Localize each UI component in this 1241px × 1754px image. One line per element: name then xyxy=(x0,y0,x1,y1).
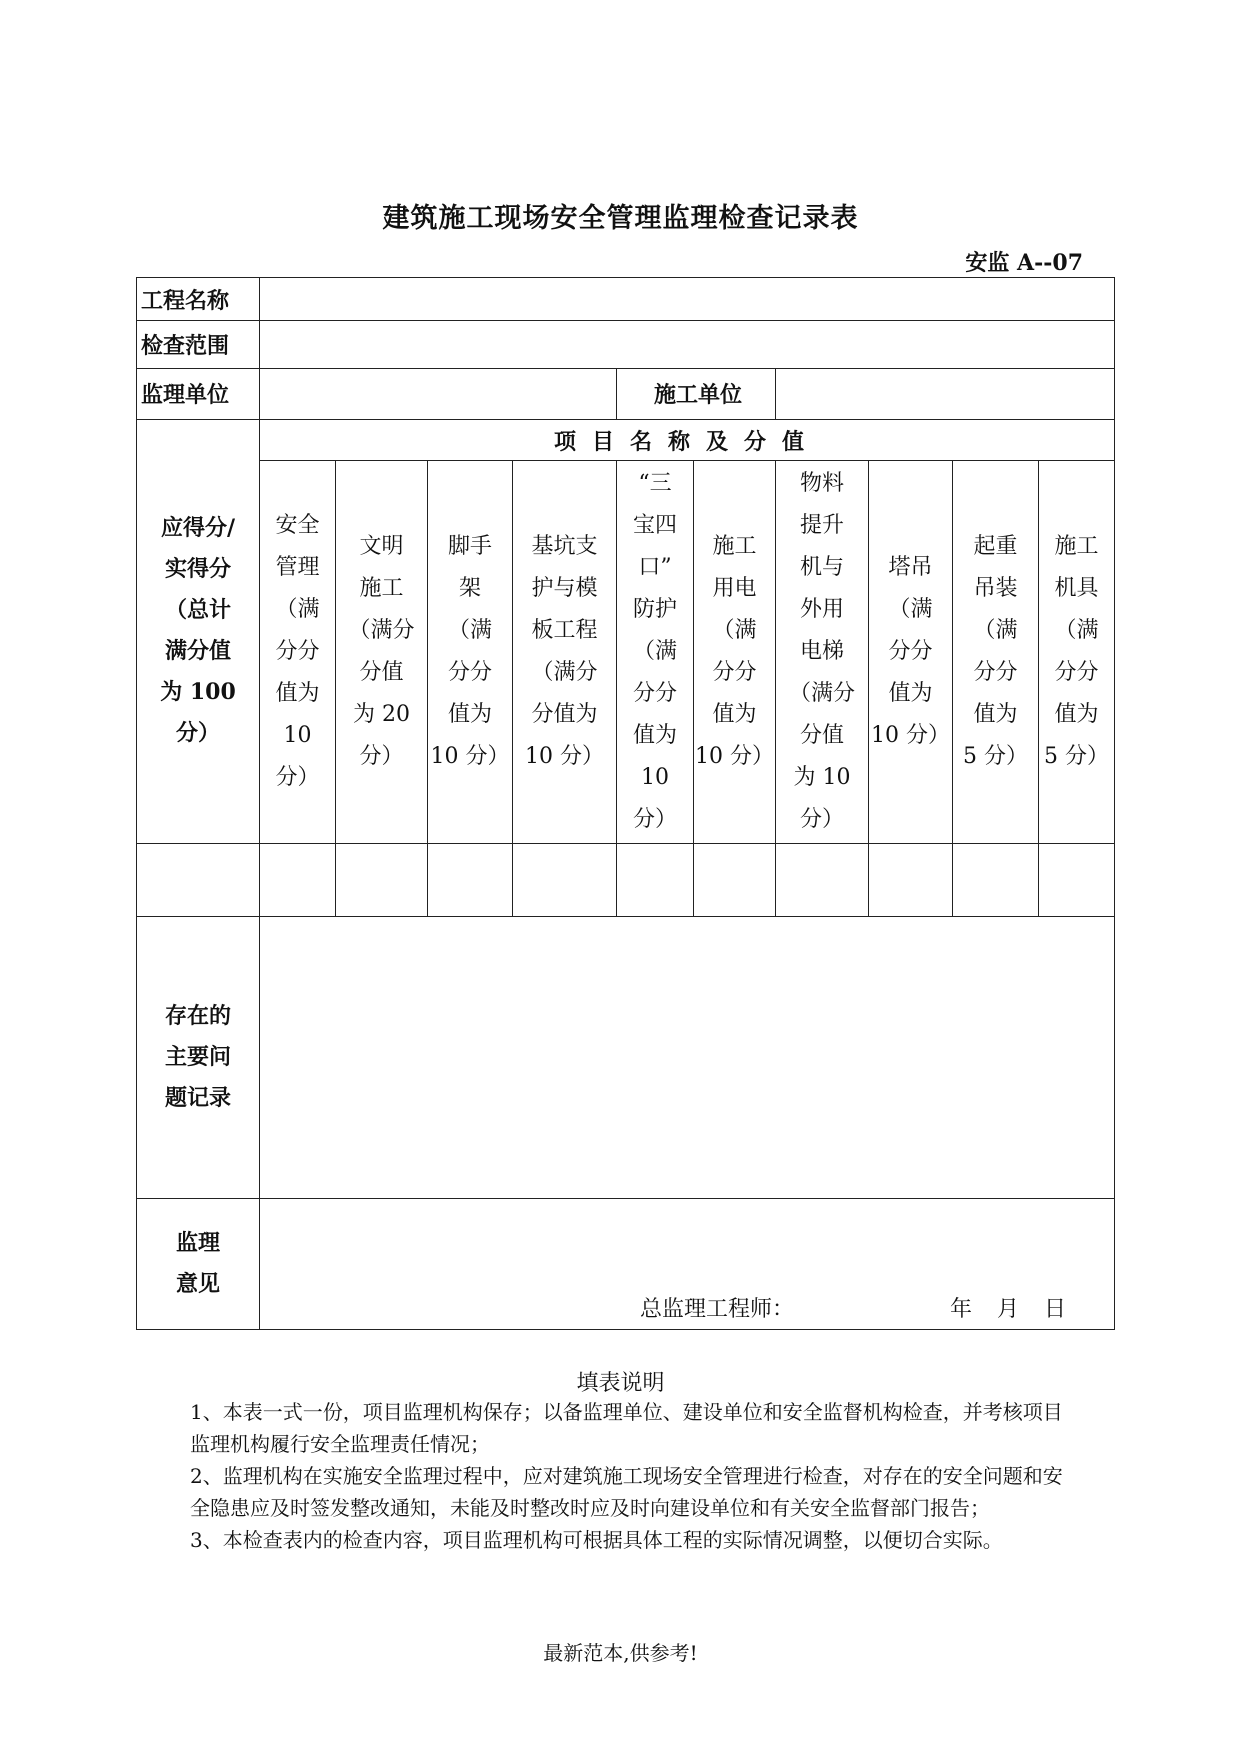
score-input-cell[interactable] xyxy=(336,843,428,916)
supervisor-unit-label: 监理单位 xyxy=(137,368,260,419)
item-safety-management: 安全 管理 （满 分分 值为 10 分） xyxy=(260,461,336,844)
date-label: 年 月 日 xyxy=(950,1297,1066,1322)
construction-unit-field[interactable] xyxy=(776,368,1115,419)
note-item: 3、本检查表内的检查内容，项目监理机构可根据具体工程的实际情况调整，以便切合实际。 xyxy=(190,1528,1003,1552)
problems-field[interactable] xyxy=(260,917,1115,1199)
opinion-field[interactable] xyxy=(260,1199,1115,1330)
supervisor-unit-field[interactable] xyxy=(260,368,617,419)
item-material-hoist-elevator: 物料 提升 机与 外用 电梯 （满分 分值 为 10 分） xyxy=(776,461,869,844)
item-foundation-formwork: 基坑支 护与模 板工程 （满分 分值为 10 分） xyxy=(513,461,617,844)
score-input-cell[interactable] xyxy=(776,843,869,916)
problems-label: 存在的 主要问 题记录 xyxy=(137,917,260,1199)
footer-text: 最新范本,供参考! xyxy=(543,1641,698,1665)
notes xyxy=(190,1396,1070,1556)
form-number: 安监 A--07 xyxy=(965,250,1083,276)
notes-title: 填表说明 xyxy=(576,1371,665,1396)
item-tower-crane: 塔吊 （满 分分 值为 10 分） xyxy=(869,461,953,844)
item-scaffold: 脚手 架 （满 分分 值为 10 分） xyxy=(428,461,513,844)
scope-label: 检查范围 xyxy=(137,321,260,368)
score-label: 应得分/ 实得分 （总计 满分值 为 100 分） xyxy=(137,419,260,843)
construction-unit-label: 施工单位 xyxy=(617,368,776,419)
item-construction-electricity: 施工 用电 （满 分分 值为 10 分） xyxy=(694,461,776,844)
score-input-cell[interactable] xyxy=(260,843,336,916)
inspection-form-table xyxy=(136,277,1115,1330)
item-civilized-construction: 文明 施工 （满分 分值 为 20 分） xyxy=(336,461,428,844)
form-title: 建筑施工现场安全管理监理检查记录表 xyxy=(382,203,859,234)
item-three-treasures-four-openings: “三 宝四 口” 防护 （满 分分 值为 10 分） xyxy=(617,461,694,844)
score-input-cell[interactable] xyxy=(1039,843,1115,916)
item-construction-tools: 施工 机具 （满 分分 值为 5 分） xyxy=(1039,461,1115,844)
item-hoisting: 起重 吊装 （满 分分 值为 5 分） xyxy=(953,461,1039,844)
score-input-cell[interactable] xyxy=(953,843,1039,916)
items-header: 项目名称及分值 xyxy=(260,419,1115,460)
score-input-cell[interactable] xyxy=(617,843,694,916)
score-input-cell[interactable] xyxy=(694,843,776,916)
chief-engineer-label: 总监理工程师： xyxy=(640,1297,795,1322)
score-input-cell[interactable] xyxy=(869,843,953,916)
note-item: 1、本表一式一份，项目监理机构保存；以备监理单位、建设单位和安全监督机构检查，并考核项目监理机构履行安全监理责任情况； xyxy=(190,1400,1063,1456)
score-input-cell[interactable] xyxy=(513,843,617,916)
note-item: 2、监理机构在实施安全监理过程中，应对建筑施工现场安全管理进行检查，对存在的安全问题和安全隐患应及时签发整改通知，未能及时整改时应及时向建设单位和有关安全监督部门报告； xyxy=(190,1464,1063,1520)
opinion-label: 监理 意见 xyxy=(137,1199,260,1330)
score-empty-cell xyxy=(137,843,260,916)
score-input-cell[interactable] xyxy=(428,843,513,916)
project-name-field[interactable] xyxy=(260,278,1115,321)
project-name-label: 工程名称 xyxy=(137,278,260,321)
scope-field[interactable] xyxy=(260,321,1115,368)
